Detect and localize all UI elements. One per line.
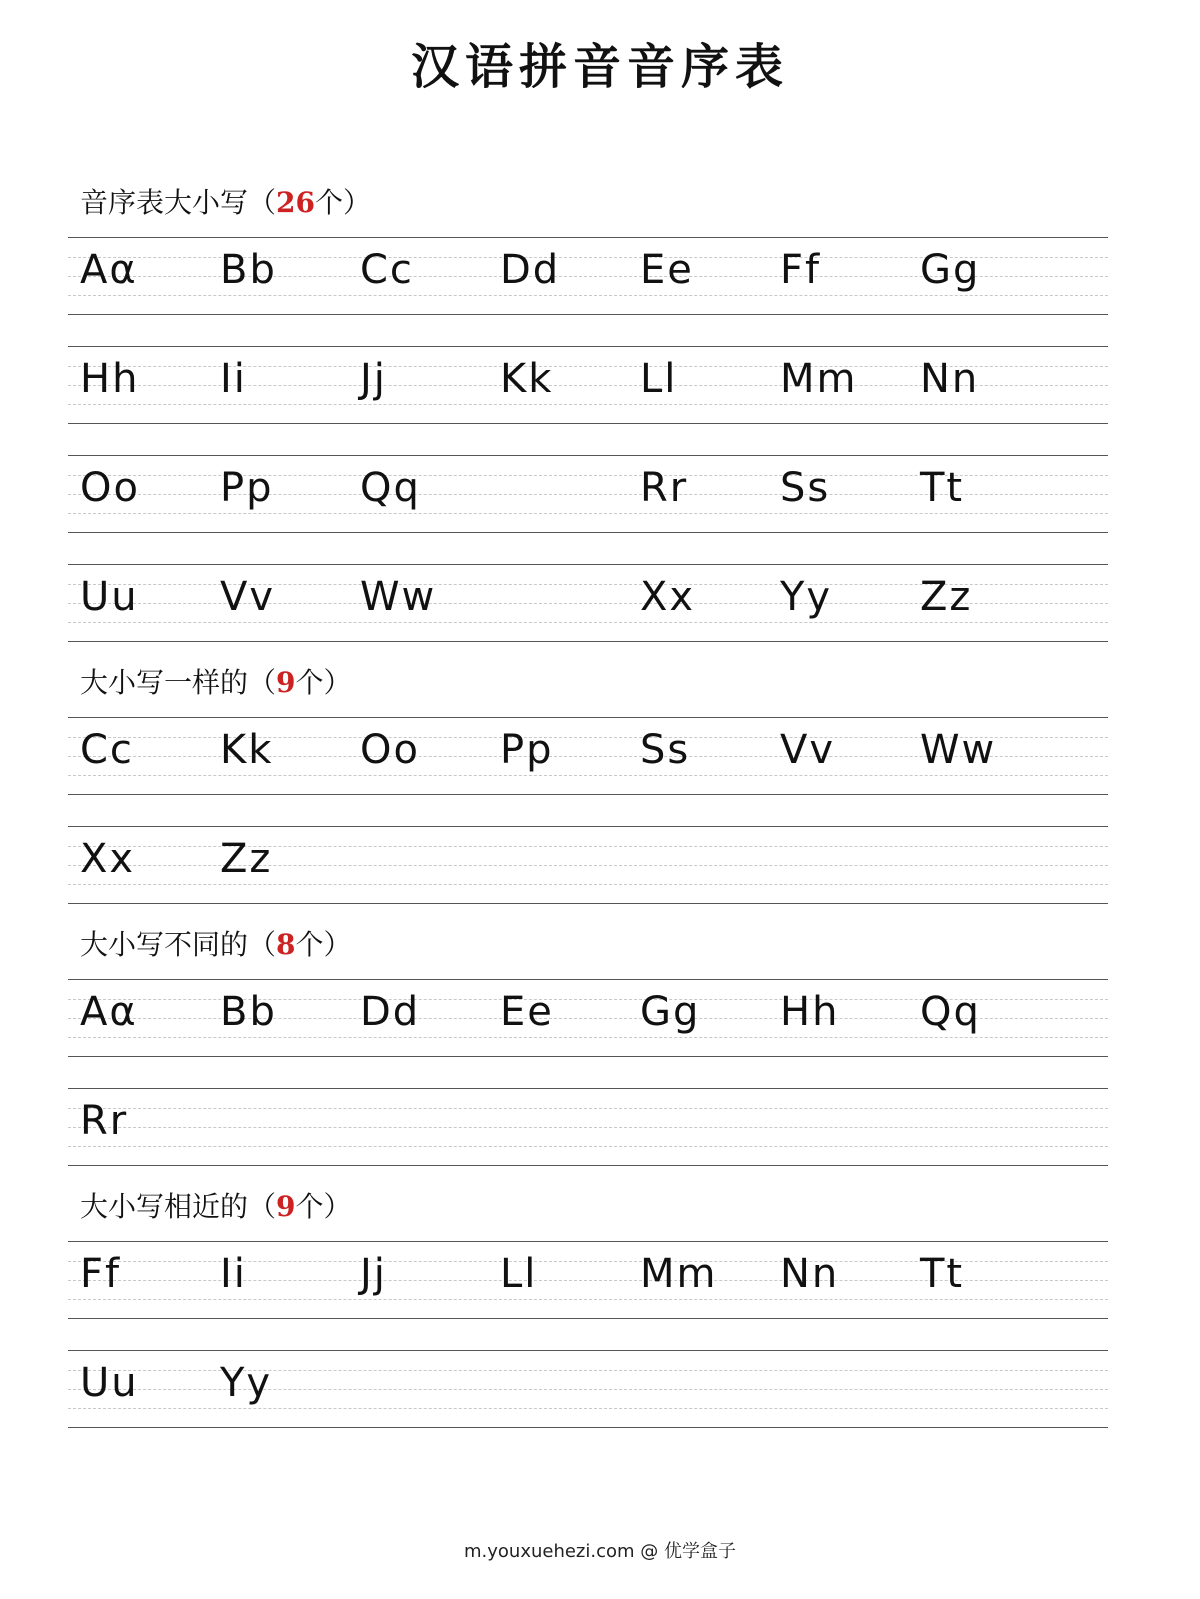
heading-count: 9: [276, 1190, 296, 1223]
writing-row: [68, 979, 1108, 1057]
letter-pair: Aα: [80, 989, 138, 1035]
heading-label: 音序表大小写（: [80, 186, 277, 219]
letter-pair: Oo: [360, 727, 420, 773]
letter-pair: Ww: [920, 727, 997, 773]
guide-line: [68, 295, 1108, 296]
heading-suffix: 个）: [314, 186, 371, 219]
writing-row: [68, 717, 1108, 795]
letter-pair: Vv: [780, 727, 836, 773]
guide-line: [68, 513, 1108, 514]
heading-suffix: 个）: [295, 1190, 352, 1223]
guide-line: [68, 622, 1108, 623]
letter-pair: Ii: [220, 356, 247, 402]
section-heading: [80, 925, 352, 965]
section-heading: [80, 1187, 352, 1227]
page-title: 汉语拼音音序表: [410, 39, 789, 95]
letter-pair: Qq: [920, 989, 981, 1035]
letter-pair: Yy: [780, 574, 833, 620]
heading-label: 大小写一样的（: [80, 666, 277, 699]
letter-pair: Ff: [780, 247, 822, 293]
writing-row: [68, 1350, 1108, 1428]
footer-watermark: m.youxuehezi.com @ 优学盒子: [463, 1541, 736, 1562]
letter-pair: Yy: [220, 1360, 273, 1406]
heading-count: 8: [276, 928, 296, 961]
letter-pair: Dd: [500, 247, 561, 293]
letter-pair: Jj: [360, 1251, 387, 1297]
guide-line: [68, 1408, 1108, 1409]
writing-row: [68, 455, 1108, 533]
heading-count: 9: [276, 666, 296, 699]
letter-pair: Rr: [80, 1098, 129, 1144]
letter-pair: Aα: [80, 247, 138, 293]
guide-line: [68, 1146, 1108, 1147]
letter-pair: Zz: [920, 574, 973, 620]
letter-pair: Uu: [80, 574, 139, 620]
letter-pair: Dd: [360, 989, 421, 1035]
letter-pair: Tt: [920, 465, 965, 511]
letter-pair: Mm: [640, 1251, 718, 1297]
section-heading: [80, 663, 352, 703]
writing-row: [68, 826, 1108, 904]
letter-pair: Hh: [80, 356, 140, 402]
heading-label: 大小写不同的（: [80, 928, 277, 961]
guide-line: [68, 1127, 1108, 1128]
letter-pair: Hh: [780, 989, 840, 1035]
letter-pair: Kk: [500, 356, 554, 402]
letter-pair: Jj: [360, 356, 387, 402]
guide-line: [68, 404, 1108, 405]
letter-pair: Ff: [80, 1251, 122, 1297]
letter-pair: Nn: [920, 356, 980, 402]
letter-pair: Tt: [920, 1251, 965, 1297]
letter-pair: Mm: [780, 356, 858, 402]
letter-pair: Ll: [640, 356, 678, 402]
letter-pair: Ee: [640, 247, 694, 293]
writing-row: [68, 237, 1108, 315]
writing-row: [68, 1241, 1108, 1319]
letter-pair: Cc: [360, 247, 414, 293]
heading-label: 大小写相近的（: [80, 1190, 277, 1223]
letter-pair: Nn: [780, 1251, 840, 1297]
heading-suffix: 个）: [295, 666, 352, 699]
letter-pair: Oo: [80, 465, 140, 511]
letter-pair: Ll: [500, 1251, 538, 1297]
writing-row: [68, 1088, 1108, 1166]
letter-pair: Kk: [220, 727, 274, 773]
letter-pair: Gg: [640, 989, 701, 1035]
letter-pair: Ww: [360, 574, 437, 620]
guide-line: [68, 1299, 1108, 1300]
letter-pair: Ii: [220, 1251, 247, 1297]
heading-suffix: 个）: [295, 928, 352, 961]
letter-pair: Cc: [80, 727, 134, 773]
guide-line: [68, 775, 1108, 776]
letter-pair: Pp: [220, 465, 274, 511]
writing-row: [68, 564, 1108, 642]
letter-pair: Qq: [360, 465, 421, 511]
guide-line: [68, 884, 1108, 885]
heading-count: 26: [276, 186, 315, 219]
letter-pair: Xx: [640, 574, 696, 620]
letter-pair: Ss: [640, 727, 691, 773]
section-heading: [80, 183, 371, 223]
letter-pair: Pp: [500, 727, 554, 773]
letter-pair: Uu: [80, 1360, 139, 1406]
letter-pair: Zz: [220, 836, 273, 882]
letter-pair: Xx: [80, 836, 136, 882]
letter-pair: Ss: [780, 465, 831, 511]
guide-line: [68, 1037, 1108, 1038]
letter-pair: Ee: [500, 989, 554, 1035]
letter-pair: Gg: [920, 247, 981, 293]
writing-row: [68, 346, 1108, 424]
letter-pair: Vv: [220, 574, 276, 620]
letter-pair: Rr: [640, 465, 689, 511]
guide-line: [68, 1108, 1108, 1109]
letter-pair: Bb: [220, 247, 277, 293]
letter-pair: Bb: [220, 989, 277, 1035]
